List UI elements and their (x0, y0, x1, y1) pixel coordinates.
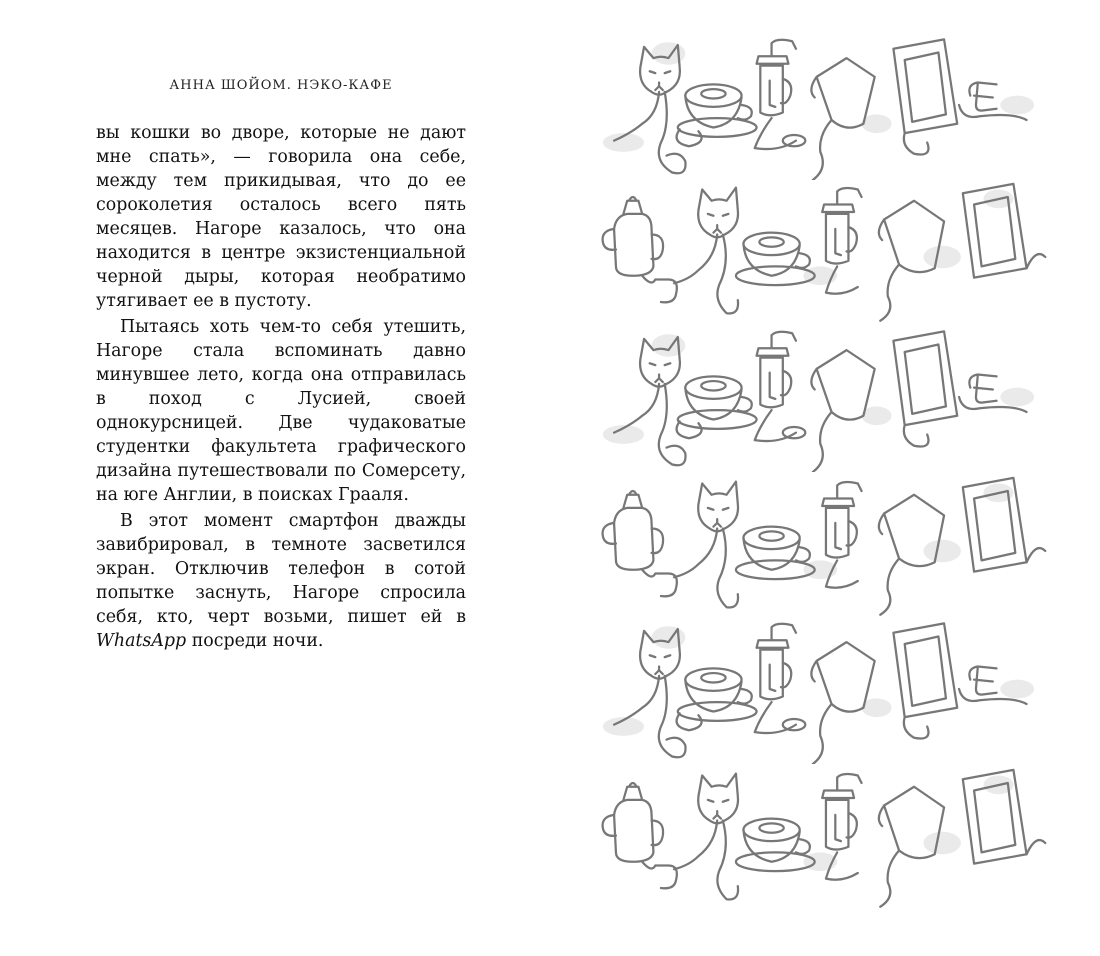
illustration-row-1 (580, 30, 1070, 180)
whatsapp-italic: WhatsApp (96, 631, 187, 651)
illustration-row-2 (580, 182, 1070, 332)
paragraph-3 (96, 509, 466, 653)
body-text (96, 121, 466, 653)
paragraph-3-start: В этот момент смартфон дважды завибрировал, в темноте засветился экран. Отключив телефон в сотой попытке заснуть, Нагоре спросила себя, кто, черт возьми, пишет ей в (96, 511, 466, 627)
right-page-illustration (580, 30, 1080, 930)
paragraph-2: Пытаясь хоть чем-то себя утешить, Нагоре стала вспоминать давно минувшее лето, когда она отправилась в поход с Лусией, своей однокурсницей. Две чудаковатые студентки факультета графического дизайна путешествовали по Сомерсету, на юге Англии, в поисках Грааля. (96, 317, 466, 505)
illustration-row-3 (580, 322, 1070, 472)
illustration-row-5 (580, 614, 1070, 764)
paragraph-1: вы кошки во дворе, которые не дают мне спать», — говорила она себе, между тем прикидывая, что до ее сороколетия осталось всего пять месяцев. Нагоре казалось, что она находится в центре экзистенциальной черной дыры, которая необратимо утягивает ее в пустоту. (96, 123, 466, 311)
running-head: АННА ШОЙОМ. НЭКО-КАФЕ (169, 78, 393, 93)
illustration-row-6 (580, 768, 1070, 918)
illustration-row-4 (580, 476, 1070, 626)
paragraph-3-end: посреди ночи. (186, 631, 324, 651)
